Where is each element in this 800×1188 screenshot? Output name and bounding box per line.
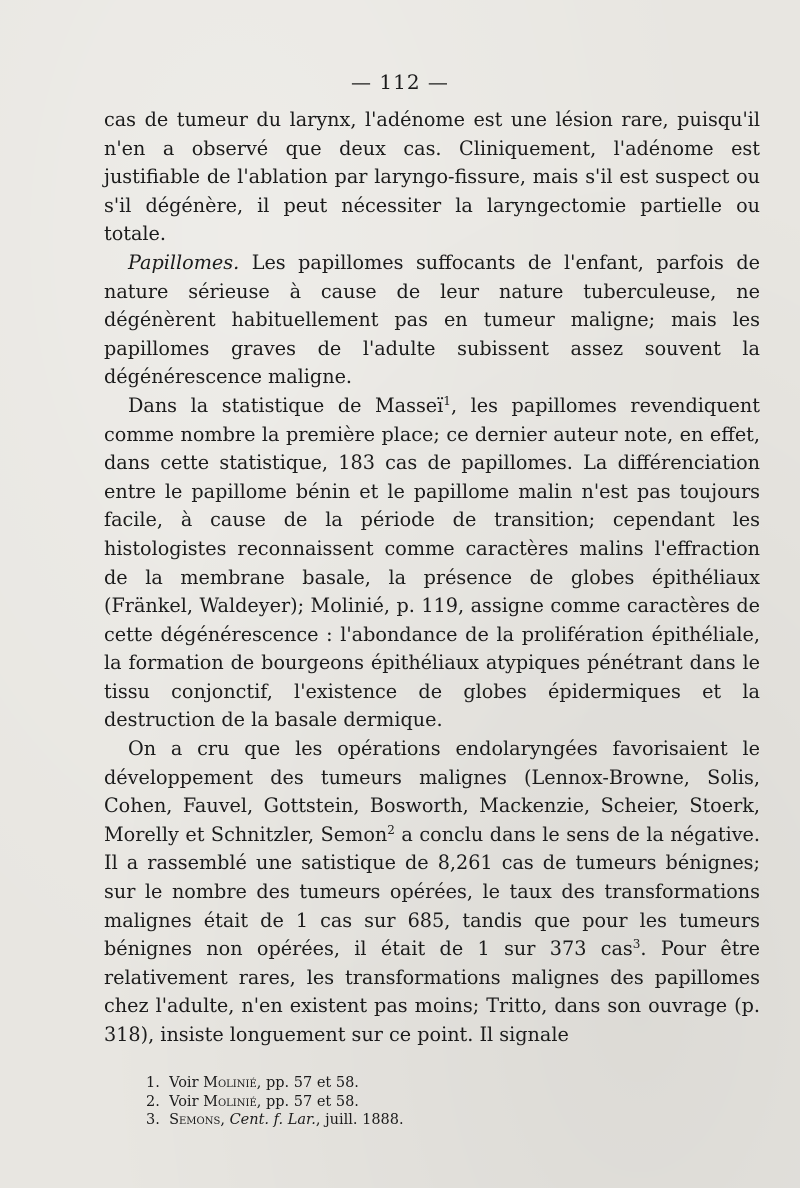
footnote-ref-3: 3 (632, 937, 641, 952)
footnote-3 (146, 1111, 706, 1130)
footnote-journal: Cent. f. Lar. (229, 1112, 316, 1128)
footnotes (146, 1074, 706, 1130)
footnote-tail: , juill. 1888. (315, 1112, 404, 1128)
footnote-marker: 2. (146, 1093, 160, 1110)
paragraph-1: cas de tumeur du larynx, l'adénome est une lésion rare, puisqu'il n'en a observé que deux cas. Cliniquement, l'adénome est justifiable de l'ablation par laryngo-fissure, mais s'il est suspect ou s'il dégénère, il peut nécessiter la laryngectomie partielle ou totale. (104, 108, 760, 246)
footnote-post: , pp. 57 et 58. (256, 1093, 359, 1110)
footnote-ref-2: 2 (387, 822, 395, 837)
paragraph-2 (104, 249, 760, 392)
paragraph-3-text-a: Dans la statistique de Masseï (128, 393, 444, 417)
paragraph-4 (104, 735, 760, 1050)
footnote-1 (146, 1074, 706, 1093)
footnote-author: Molinié (203, 1075, 257, 1091)
paragraph-4-text-c: . Pour être relativement rares, les transformations malignes des papillomes chez l'adulte, n'en existent pas moins; Tritto, dans son ouvrage (p. 318), insiste longuement sur ce point. Il signale (104, 937, 760, 1046)
paragraph-4-text-b: a conclu dans le sens de la négative. Il a rassemblé une satistique de 8,261 cas de tumeurs bénignes; sur le nombre des tumeurs opérées, le taux des transformations malignes était de 1 cas sur 685, tandis que pour les tumeurs bénignes non opérées, il était de 1 sur 373 cas (104, 822, 760, 961)
footnote-marker: 3. (146, 1112, 160, 1128)
paragraph-3-text-b: , les papillomes revendiquent comme nombre la première place; ce dernier auteur note, en effet, dans cette statistique, 183 cas de papillomes. La différenciation entre le papillome bénin et le papillome malin n'est pas toujours facile, à cause de la période de transition; cependant les histologistes reconnaissent comme caractères malins l'effraction de la membrane basale, la présence de globes épithéliaux (Fränkel, Waldeyer); Molinié, p. 119, assigne comme caractères de cette dégénérescence : l'abondance de la prolifération épithéliale, la formation de bourgeons épithéliaux atypiques pénétrant dans le tissu conjonctif, l'existence de globes épidermiques et la destruction de la basale dermique. (104, 393, 760, 732)
paragraph-2-text: Les papillomes suffocants de l'enfant, parfois de nature sérieuse à cause de leur nature tuberculeuse, ne dégénèrent habituellement pas en tumeur maligne; mais les papillomes graves de l'adulte subissent assez souvent la dégénérescence maligne. (104, 250, 760, 389)
footnote-marker: 1. (146, 1075, 160, 1091)
footnote-pre: Voir (169, 1075, 204, 1091)
footnote-author: Molinié (203, 1093, 257, 1110)
footnote-post: , pp. 57 et 58. (256, 1075, 359, 1091)
footnote-ref-1: 1 (443, 393, 451, 408)
footnote-author: Semons (169, 1112, 221, 1128)
paragraph-4-text-a: On a cru que les opérations endolaryngées favorisaient le développement des tumeurs malignes (Lennox-Browne, Solis, Cohen, Fauvel, Gottstein, Bosworth, Mackenzie, Scheier, Stoerk, Morelly et Schnitzler, Semon (104, 737, 760, 846)
footnote-2 (146, 1093, 706, 1112)
paragraph-2-lead: Papillomes. (128, 250, 240, 274)
paragraph-3 (104, 392, 760, 735)
footnote-post: , (220, 1112, 230, 1128)
footnote-pre: Voir (169, 1093, 204, 1110)
body-text (104, 106, 760, 1050)
page-number: — 112 — (351, 70, 449, 94)
